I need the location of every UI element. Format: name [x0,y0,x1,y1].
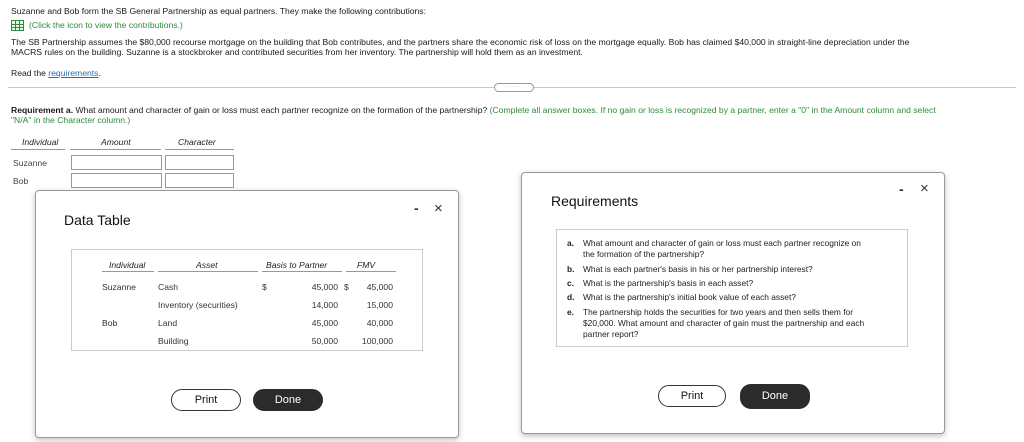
problem-intro-text: Suzanne and Bob form the SB General Partnership as equal partners. They make the following contributions: [11,6,426,16]
dt-row-asset: Building [158,336,189,346]
dt-row-individual: Bob [102,318,118,328]
dt-row-asset: Cash [158,282,179,292]
click-icon-hint: (Click the icon to view the contributions.) [29,20,183,30]
minimize-icon[interactable]: - [899,181,904,197]
dt-row-basis: 45,000 [311,282,338,292]
header-underline [262,271,342,272]
requirements-title: Requirements [551,193,639,209]
header-underline [11,149,65,150]
dt-row-fmv: 40,000 [366,318,393,328]
requirements-link[interactable]: requirements [48,68,99,78]
suzanne-amount-input[interactable] [71,155,162,170]
answer-header-amount: Amount [101,137,131,147]
requirement-a-instructions-cont: "N/A" in the Character column.) [11,115,131,125]
answer-row-bob-label: Bob [13,176,29,186]
header-underline [346,271,396,272]
answer-header-individual: Individual [22,137,59,147]
header-underline [165,149,234,150]
data-table-title: Data Table [64,212,131,228]
req-item-a-line-2: the formation of the partnership? [583,249,705,259]
data-table-print-button[interactable]: Print [171,389,241,411]
req-letter: a. [567,238,574,248]
requirements-done-button[interactable]: Done [740,384,810,409]
req-letter: d. [567,292,575,302]
problem-paragraph-line-2: MACRS rules on the building. Suzanne is a stockbroker and contributed securities from her inventory. The partnership will hold them as an investment. [11,47,583,57]
dt-row-basis: 45,000 [311,318,338,328]
req-item-b: What is each partner's basis in his or her partnership interest? [583,264,813,274]
table-grid-icon[interactable] [11,20,24,31]
dt-row-basis: 50,000 [311,336,338,346]
close-icon[interactable]: × [920,180,929,197]
close-icon[interactable]: × [434,200,443,217]
dt-row-individual: Suzanne [102,282,136,292]
requirements-print-button[interactable]: Print [658,385,726,407]
req-item-d: What is the partnership's initial book value of each asset? [583,292,796,302]
dt-row-fmv: 15,000 [366,300,393,310]
requirements-modal [521,172,945,434]
req-item-e-line-2: $20,000. What amount and character of gain must the partnership and each [583,318,865,328]
req-item-a-line-1: What amount and character of gain or loss must each partner recognize on [583,238,861,248]
data-table-done-button[interactable]: Done [253,389,323,411]
minimize-icon[interactable]: - [414,200,419,216]
dt-header-basis: Basis to Partner [266,260,328,270]
req-letter: c. [567,278,574,288]
bob-character-select[interactable] [165,173,234,188]
requirement-a-line-1 [11,105,936,116]
read-suffix: . [98,68,101,78]
header-underline [70,149,161,150]
suzanne-character-select[interactable] [165,155,234,170]
contributions-table [71,249,423,351]
dt-row-asset: Inventory (securities) [158,300,238,310]
requirement-a-label: Requirement a. [11,105,74,115]
answer-row-suzanne-label: Suzanne [13,158,47,168]
req-item-e-line-3: partner report? [583,329,639,339]
dt-header-fmv: FMV [357,260,376,270]
dt-row-basis: 14,000 [311,300,338,310]
header-underline [158,271,258,272]
dt-row-fmv: 100,000 [361,336,393,346]
req-letter: b. [567,264,575,274]
dt-row-dollar-basis: $ [262,282,267,292]
dt-row-dollar-fmv: $ [344,282,349,292]
dt-header-individual: Individual [109,260,146,270]
req-letter: e. [567,307,574,317]
requirement-a-instructions: (Complete all answer boxes. If no gain or loss is recognized by a partner, enter a "0" in the Amount column and select [487,105,936,115]
problem-paragraph-line-1: The SB Partnership assumes the $80,000 recourse mortgage on the building that Bob contributes, and the partners share the economic risk of loss on the mortgage equally. Bob has claimed $40,000 in straight-line depreciation under the [11,37,910,47]
requirements-list [556,229,908,347]
bob-amount-input[interactable] [71,173,162,188]
dt-row-fmv: 45,000 [366,282,393,292]
read-prefix: Read the [11,68,49,78]
requirement-a-question: What amount and character of gain or loss must each partner recognize on the formation of the partnership? [73,105,488,115]
header-underline [102,271,154,272]
read-requirements-line [11,68,101,79]
data-table-modal [35,190,459,438]
req-item-e-line-1: The partnership holds the securities for two years and then sells them for [583,307,853,317]
dt-header-asset: Asset [196,260,218,270]
dt-row-asset: Land [158,318,178,328]
answer-header-character: Character [178,137,216,147]
divider-drag-handle[interactable]: ····· [494,83,534,92]
req-item-c: What is the partnership's basis in each asset? [583,278,754,288]
